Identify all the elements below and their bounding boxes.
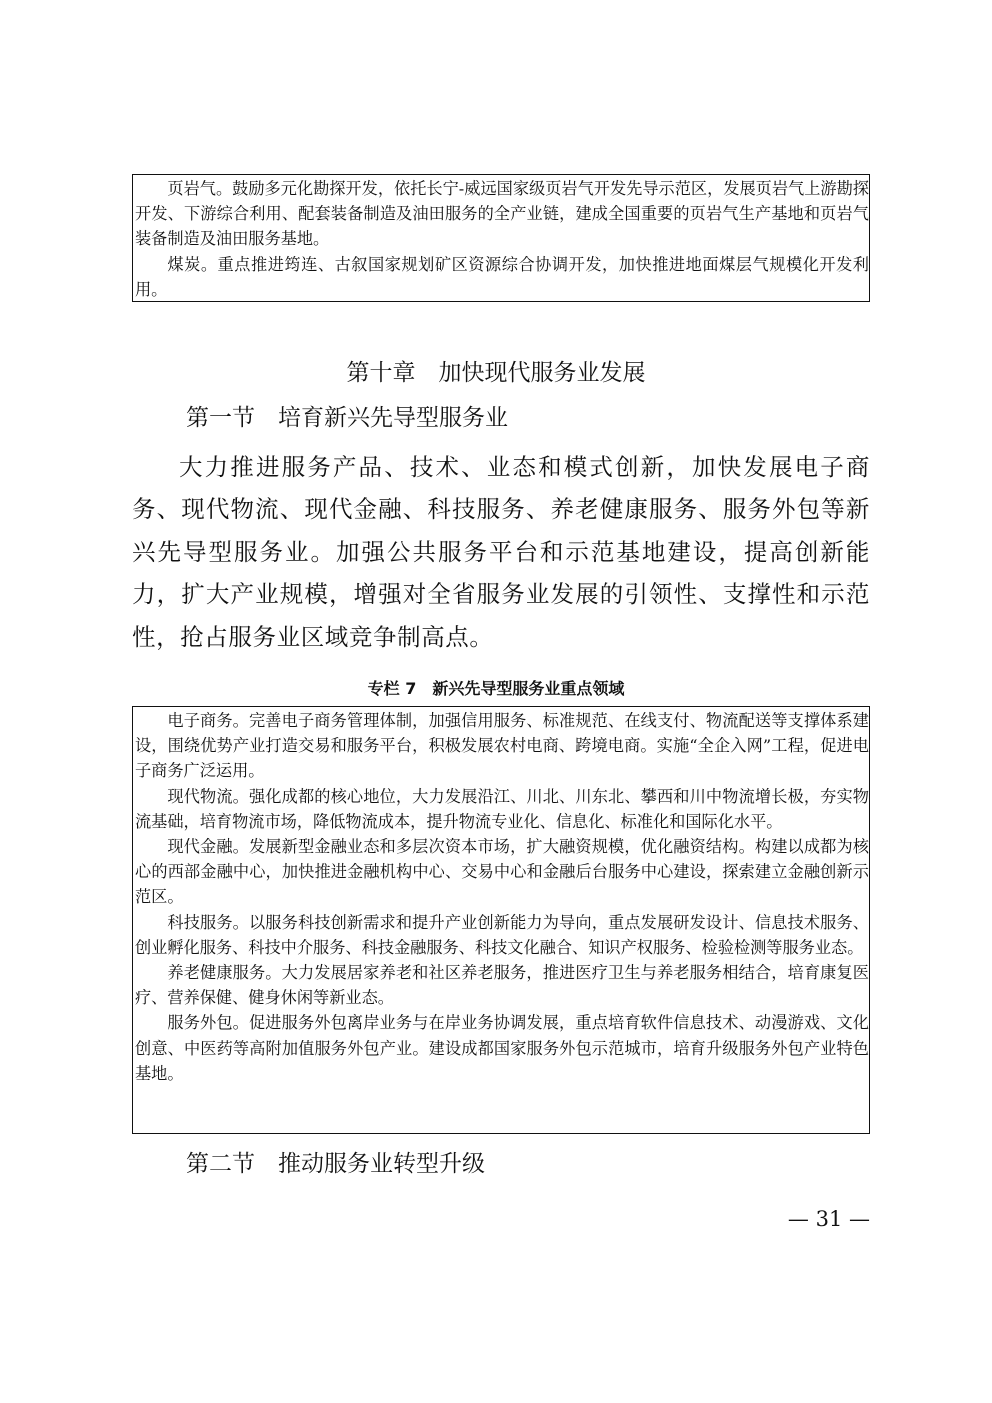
section-title-1: 第一节 培育新兴先导型服务业 <box>186 405 508 431</box>
section-title-2: 第二节 推动服务业转型升级 <box>186 1151 485 1177</box>
page-number: — 31 — <box>787 1207 870 1231</box>
section-body-text: 大力推进服务产品、技术、业态和模式创新，加快发展电子商务、现代物流、现代金融、科技服务、养老健康服务、服务外包等新兴先导型服务业。加强公共服务平台和示范基地建设，提高创新能力，扩大产业规模，增强对全省服务业发展的引领性、支撑性和示范性，抢占服务业区域竞争制高点。 <box>132 453 870 651</box>
column-title: 专栏 7 新兴先导型服务业重点领域 <box>367 679 625 698</box>
resource-box <box>132 174 870 302</box>
box-paragraph-coal: 煤炭。重点推进筠连、古叙国家规划矿区资源综合协调开发，加快推进地面煤层气规模化开发利用。 <box>135 254 869 299</box>
column-box <box>132 706 870 1134</box>
box-paragraph-shale-gas: 页岩气。鼓励多元化勘探开发，依托长宁-威远国家级页岩气开发先导示范区，发展页岩气上游勘探开发、下游综合利用、配套装备制造及油田服务的全产业链，建成全国重要的页岩气生产基地和页岩气装备制造及油田服务基地。 <box>135 179 869 249</box>
column-paragraph-logistics: 现代物流。强化成都的核心地位，大力发展沿江、川北、川东北、攀西和川中物流增长极，夯实物流基础，培育物流市场，降低物流成本，提升物流专业化、信息化、标准化和国际化水平。 <box>135 786 869 831</box>
column-paragraph-ecommerce: 电子商务。完善电子商务管理体制，加强信用服务、标准规范、在线支付、物流配送等支撑体系建设，围绕优势产业打造交易和服务平台，积极发展农村电商、跨境电商。实施“全企入网”工程，促进电子商务广泛运用。 <box>135 711 869 781</box>
column-paragraph-outsourcing: 服务外包。促进服务外包离岸业务与在岸业务协调发展，重点培育软件信息技术、动漫游戏、文化创意、中医药等高附加值服务外包产业。建设成都国家服务外包示范城市，培育升级服务外包产业特色基地。 <box>135 1013 869 1083</box>
column-paragraph-tech-services: 科技服务。以服务科技创新需求和提升产业创新能力为导向，重点发展研发设计、信息技术服务、创业孵化服务、科技中介服务、科技金融服务、科技文化融合、知识产权服务、检验检测等服务业态。 <box>135 912 869 957</box>
column-paragraph-finance: 现代金融。发展新型金融业态和多层次资本市场，扩大融资规模，优化融资结构。构建以成都为核心的西部金融中心，加快推进金融机构中心、交易中心和金融后台服务中心建设，探索建立金融创新示范区。 <box>135 837 869 907</box>
chapter-title: 第十章 加快现代服务业发展 <box>346 360 646 386</box>
column-paragraph-elderly-health: 养老健康服务。大力发展居家养老和社区养老服务，推进医疗卫生与养老服务相结合，培育康复医疗、营养保健、健身休闲等新业态。 <box>135 963 869 1008</box>
